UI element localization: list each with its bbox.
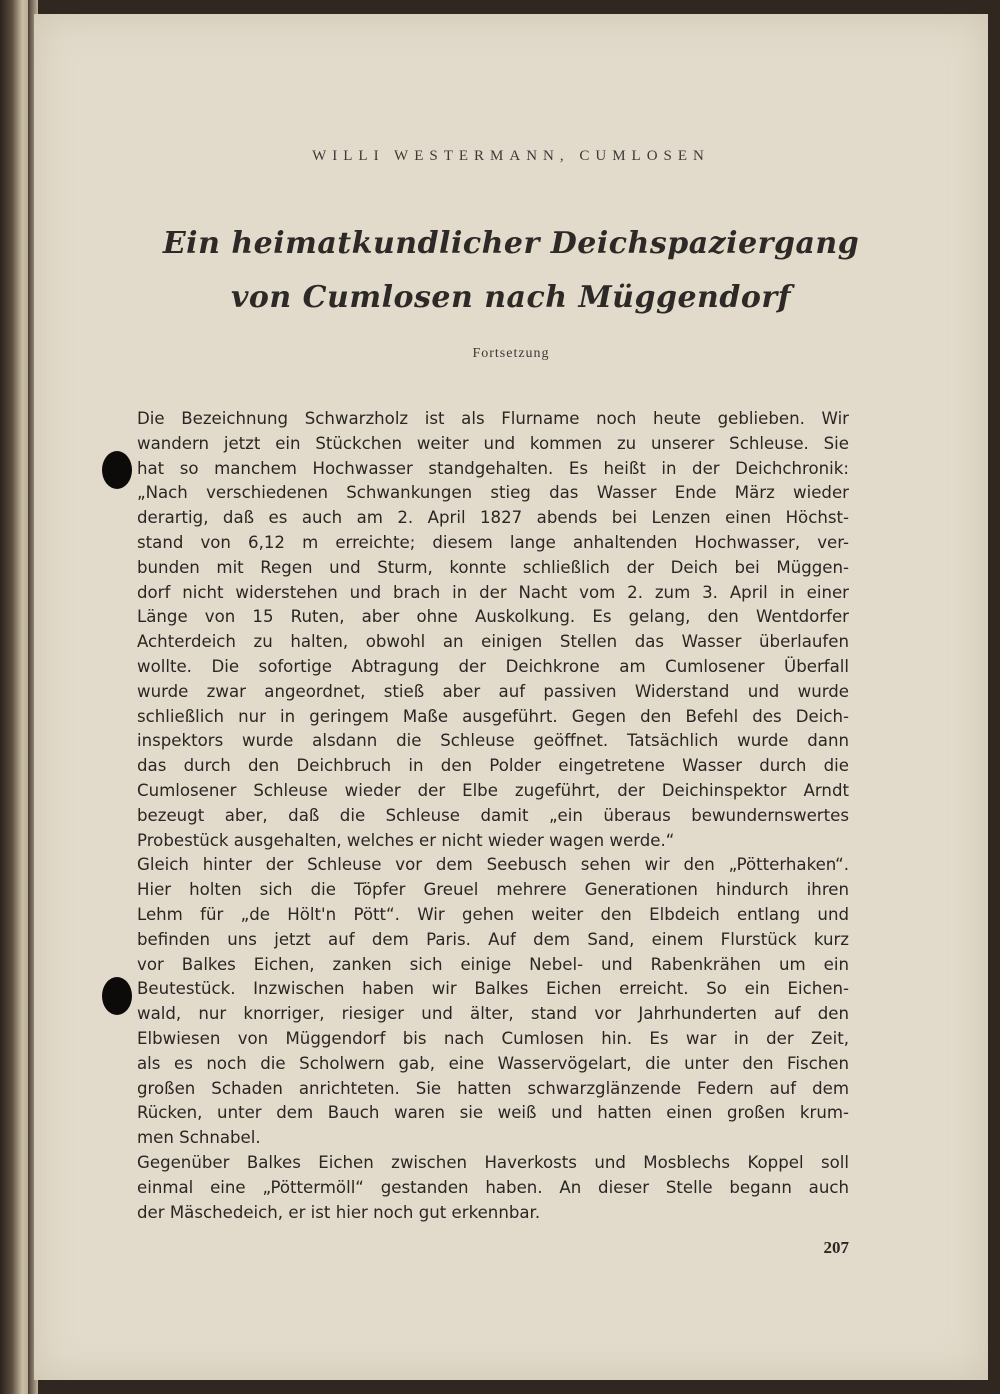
body-line: großen Schaden anrichteten. Sie hatten schwarzglänzende Federn auf dem [137,1078,849,1098]
body-line: bezeugt aber, daß die Schleuse damit „ein überaus bewundernswertes [137,805,849,825]
body-line: Rücken, unter dem Bauch waren sie weiß und hatten einen großen krum- [137,1103,849,1123]
body-line: Achterdeich zu halten, obwohl an einigen Stellen das Wasser überlaufen [137,632,849,652]
body-line: wandern jetzt ein Stückchen weiter und kommen zu unserer Schleuse. Sie [137,433,849,453]
body-line: Länge von 15 Ruten, aber ohne Auskolkung. Es gelang, den Wentdorfer [137,607,849,627]
body-line: wurde zwar angeordnet, stieß aber auf passiven Widerstand und wurde [137,681,849,701]
page-number: 207 [823,1238,849,1257]
article-body [137,407,849,1225]
body-line: wald, nur knorriger, riesiger und älter, stand vor Jahrhunderten auf den [137,1004,849,1024]
body-line: derartig, daß es auch am 2. April 1827 abends bei Lenzen einen Höchst- [137,508,849,528]
binding-hole-top [102,451,132,489]
body-line: als es noch die Scholwern gab, eine Wasservögelart, die unter den Fischen [137,1053,849,1073]
book-page [34,14,988,1380]
body-line: bunden mit Regen und Sturm, konnte schließlich der Deich bei Müggen- [137,557,849,577]
body-line: schließlich nur in geringem Maße ausgeführt. Gegen den Befehl des Deich- [137,706,849,726]
body-line: men Schnabel. [137,1128,261,1148]
body-line: dorf nicht widerstehen und brach in der Nacht vom 2. zum 3. April in einer [137,582,849,602]
body-line: der Mäschedeich, er ist hier noch gut erkennbar. [137,1202,541,1222]
body-line: hat so manchem Hochwasser standgehalten. Es heißt in der Deichchronik: [137,458,849,478]
binding-hole-bottom [102,977,132,1015]
body-line: stand von 6,12 m erreichte; diesem lange anhaltenden Hochwasser, ver- [137,532,849,552]
body-line: Lehm für „de Hölt'n Pött“. Wir gehen weiter den Elbdeich entlang und [137,904,849,924]
body-line: Hier holten sich die Töpfer Greuel mehrere Generationen hindurch ihren [137,880,849,900]
body-line: Die Bezeichnung Schwarzholz ist als Flurname noch heute geblieben. Wir [137,409,849,428]
body-line: Gegenüber Balkes Eichen zwischen Haverkosts und Mosblechs Koppel soll [137,1152,849,1172]
article-title-line2: von Cumlosen nach Müggendorf [230,280,792,315]
body-line: „Nach verschiedenen Schwankungen stieg das Wasser Ende März wieder [137,483,849,503]
body-line: einmal eine „Pöttermöll“ gestanden haben. An dieser Stelle begann auch [137,1177,849,1197]
body-line: inspektors wurde alsdann die Schleuse geöffnet. Tatsächlich wurde dann [137,731,849,751]
body-line: Cumlosener Schleuse wieder der Elbe zugeführt, der Deichinspektor Arndt [137,780,849,800]
body-line: das durch den Deichbruch in den Polder eingetretene Wasser durch die [137,756,849,776]
body-line: Probestück ausgehalten, welches er nicht wieder wagen werde.“ [137,830,675,850]
body-line: Beutestück. Inzwischen haben wir Balkes Eichen erreicht. So ein Eichen- [137,979,849,999]
body-line: Elbwiesen von Müggendorf bis nach Cumlosen hin. Es war in der Zeit, [137,1028,849,1048]
body-line: wollte. Die sofortige Abtragung der Deichkrone am Cumlosener Überfall [137,656,849,676]
facing-page-edge [0,0,30,1394]
body-line: Gleich hinter der Schleuse vor dem Seebusch sehen wir den „Pötterhaken“. [137,855,849,875]
body-line: vor Balkes Eichen, zanken sich einige Nebel- und Rabenkrähen um ein [137,954,849,974]
article-title-line1: Ein heimatkundlicher Deichspaziergang [162,226,860,261]
continuation-label: Fortsetzung [472,346,550,361]
author-line: WILLI WESTERMANN, CUMLOSEN [312,148,710,164]
body-line: befinden uns jetzt auf dem Paris. Auf dem Sand, einem Flurstück kurz [137,929,849,949]
